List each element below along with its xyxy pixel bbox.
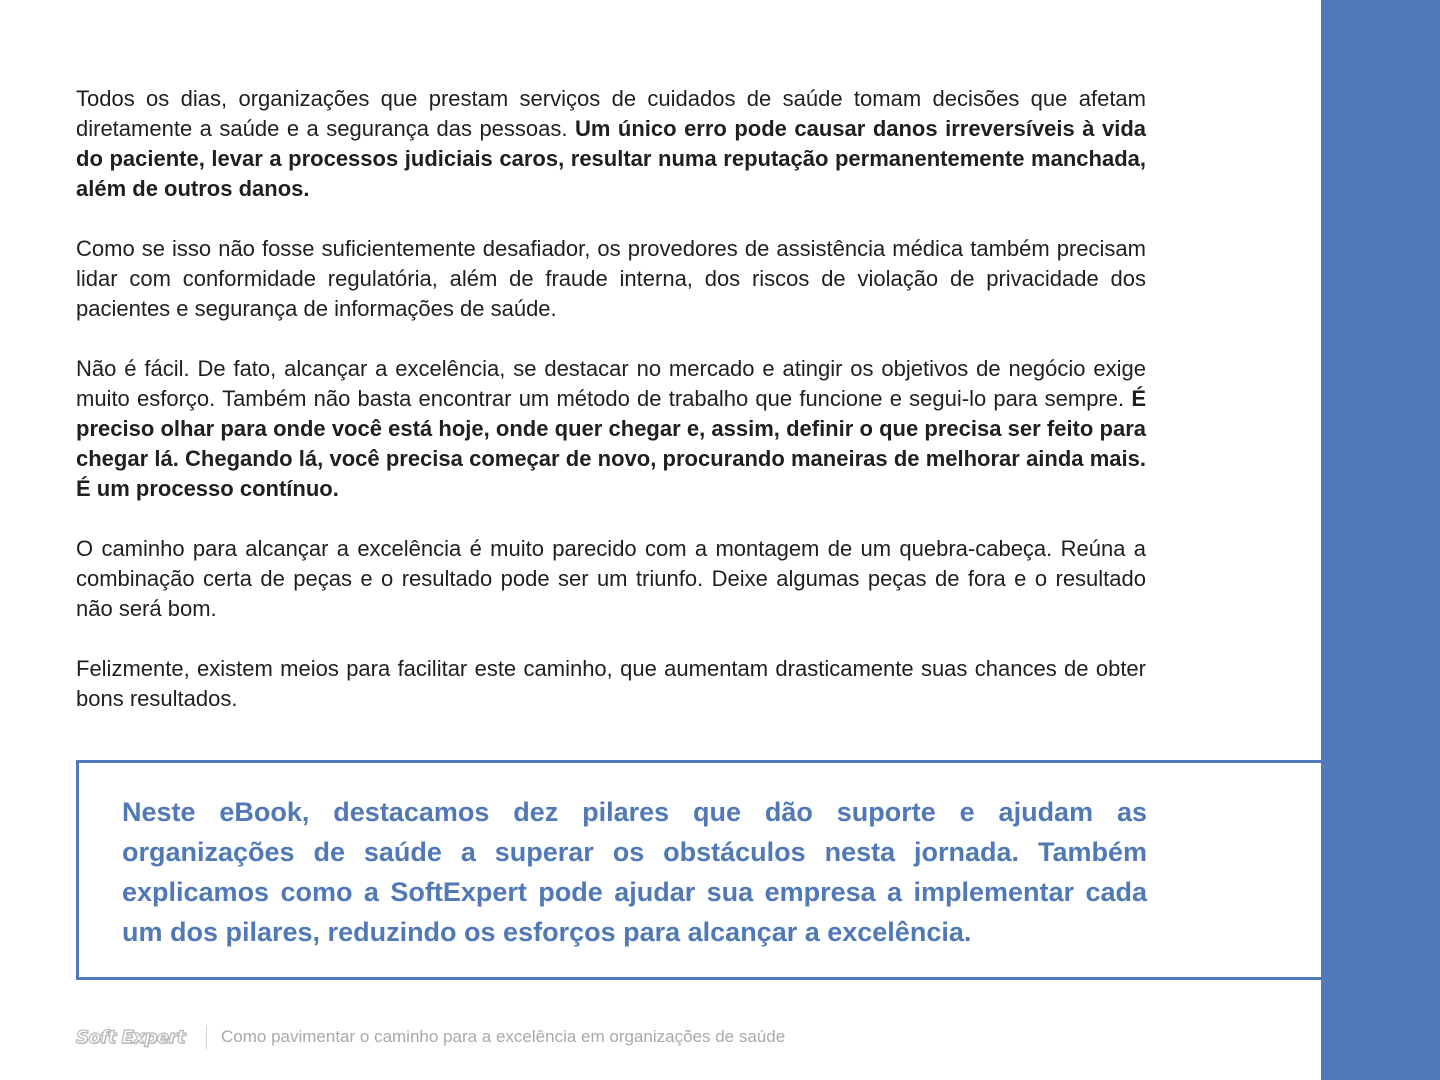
- main-content: [76, 84, 1146, 744]
- footer-divider: [206, 1025, 207, 1049]
- footer-document-title: Como pavimentar o caminho para a excelência em organizações de saúde: [221, 1027, 786, 1046]
- paragraph-3: [76, 354, 1146, 504]
- paragraph-3-text: Não é fácil. De fato, alcançar a excelência, se destacar no mercado e atingir os objetivos de negócio exige muito esforço. Também não basta encontrar um método de trabalho que funcione e segui-lo para sempre.: [76, 356, 1146, 411]
- paragraph-1-text: Todos os dias, organizações que prestam serviços de cuidados de saúde tomam decisões que afetam diretamente a saúde e a segurança das pessoas.: [76, 86, 1146, 141]
- paragraph-2: [76, 234, 1146, 324]
- paragraph-1: [76, 84, 1146, 204]
- paragraph-2-text: Como se isso não fosse suficientemente desafiador, os provedores de assistência médica também precisam lidar com conformidade regulatória, além de fraude interna, dos riscos de violação de privacidade dos pacientes e segurança de informações de saúde.: [76, 236, 1146, 321]
- paragraph-5-text: Felizmente, existem meios para facilitar este caminho, que aumentam drasticamente suas chances de obter bons resultados.: [76, 656, 1146, 711]
- paragraph-3-bold-text: É preciso olhar para onde você está hoje, onde quer chegar e, assim, definir o que precisa ser feito para chegar lá. Chegando lá, você precisa começar de novo, procurando maneiras de melhorar ainda mais. É um processo contínuo.: [76, 386, 1146, 501]
- softexpert-logo: Soft Expert: [76, 1026, 186, 1048]
- callout-text: Neste eBook, destacamos dez pilares que dão suporte e ajudam as organizações de saúde a superar os obstáculos nesta jornada. Também explicamos como a SoftExpert pode ajudar sua empresa a implementar cada um dos pilares, reduzindo os esforços para alcançar a excelência.: [122, 797, 1147, 947]
- side-accent-bar: [1321, 0, 1440, 1080]
- callout-box: [76, 760, 1321, 980]
- paragraph-4: [76, 534, 1146, 624]
- paragraph-5: [76, 654, 1146, 714]
- paragraph-1-bold-text: Um único erro pode causar danos irreversíveis à vida do paciente, levar a processos judiciais caros, resultar numa reputação permanentemente manchada, além de outros danos.: [76, 116, 1146, 201]
- page-footer: [76, 1022, 785, 1052]
- paragraph-4-text: O caminho para alcançar a excelência é muito parecido com a montagem de um quebra-cabeça. Reúna a combinação certa de peças e o resultado pode ser um triunfo. Deixe algumas peças de fora e o resultado não será bom.: [76, 536, 1146, 621]
